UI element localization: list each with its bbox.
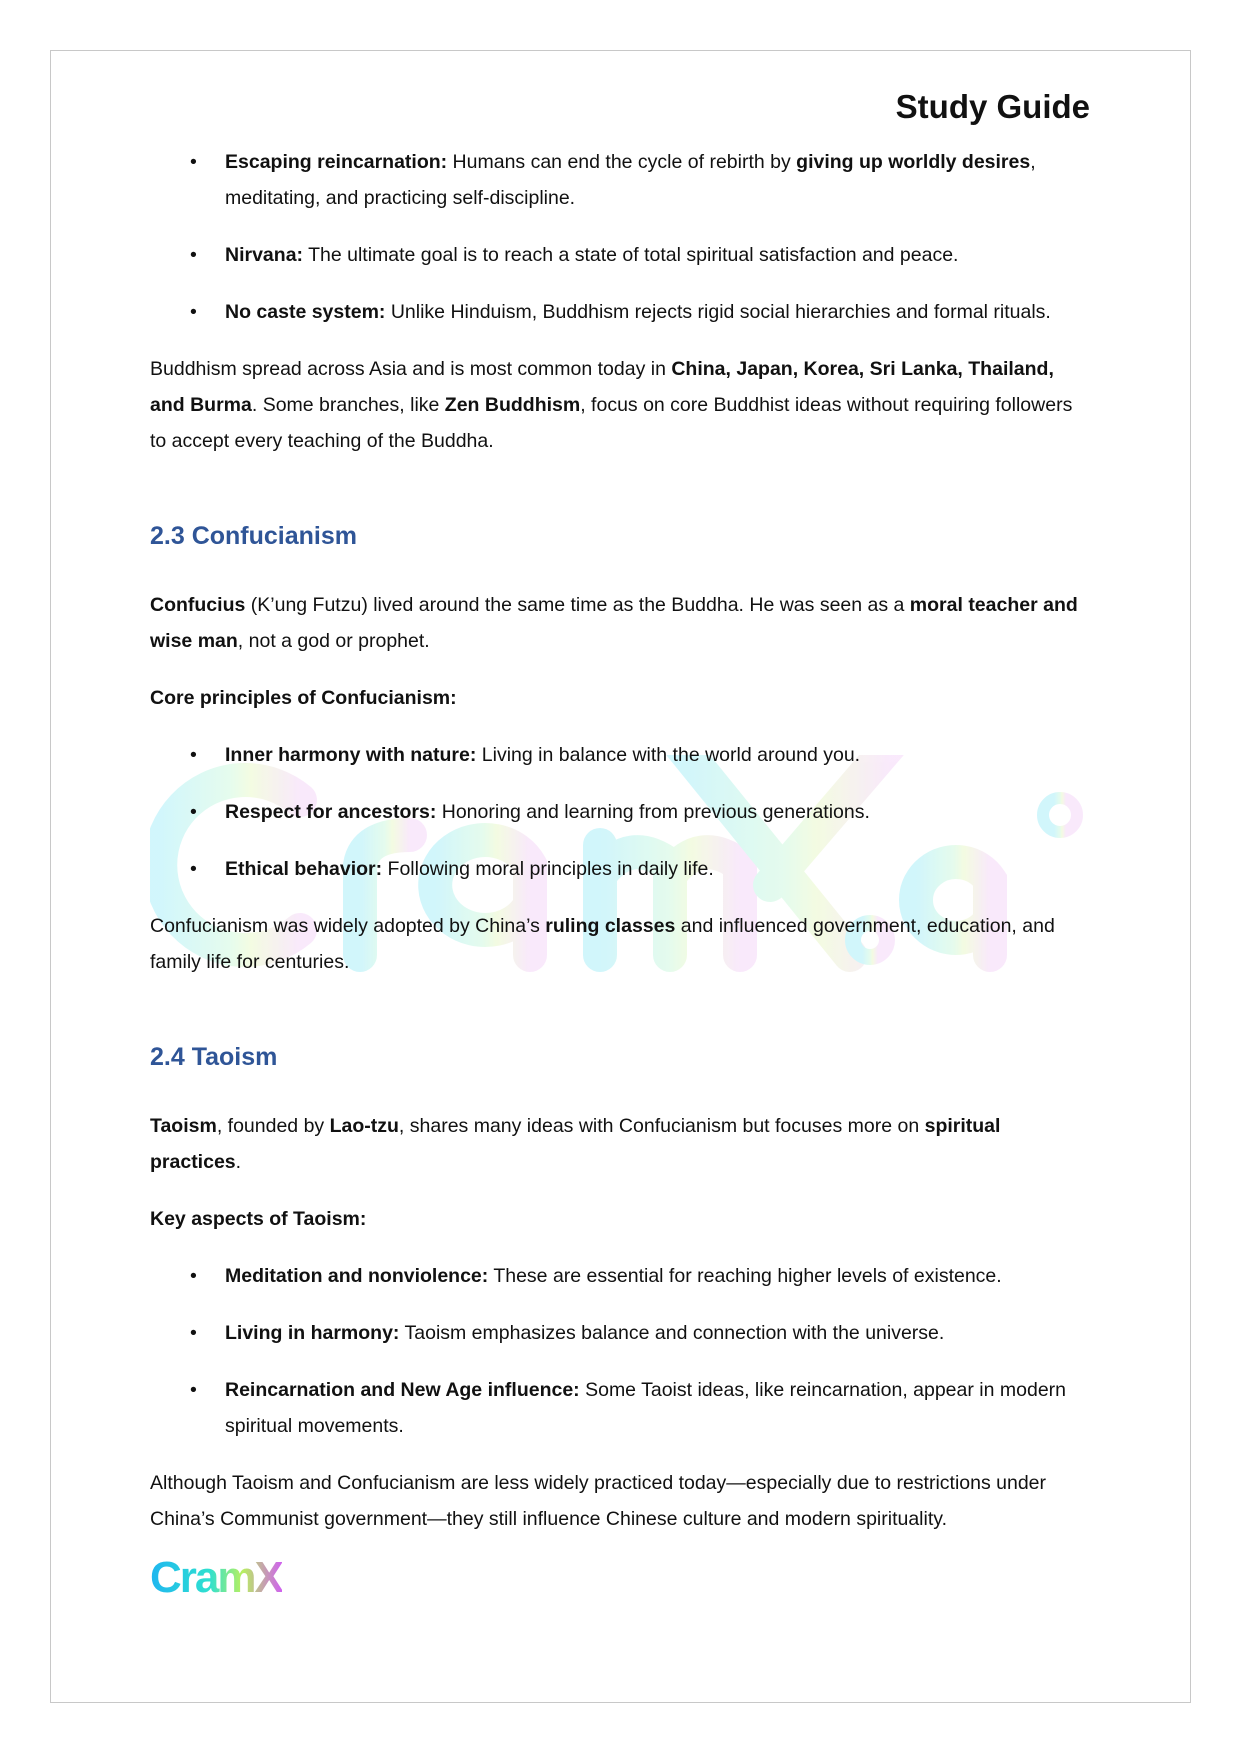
text: Living in balance with the world around you. — [476, 744, 861, 766]
bullet-icon: • — [190, 244, 197, 266]
text: Humans can end the cycle of rebirth by — [447, 151, 797, 173]
text: , not a god or prophet. — [237, 630, 430, 652]
bullet-icon: • — [190, 151, 197, 173]
bold-text: Living in harmony: — [225, 1322, 400, 1344]
list-item — [150, 1372, 1090, 1444]
section-heading: 2.4 Taoism — [150, 1043, 278, 1071]
text: . — [235, 1151, 242, 1173]
bold-text: giving up worldly desires — [796, 151, 1031, 173]
bold-text: Meditation and nonviolence: — [225, 1265, 489, 1287]
text: These are essential for reaching higher levels of existence. — [488, 1265, 1002, 1287]
bold-text: China, Japan, Korea, Sri Lanka, Thailand, and Burma — [150, 358, 1054, 416]
bold-text: moral teacher and wise man — [150, 594, 1078, 652]
text: Taoism emphasizes balance and connection with the universe. — [399, 1322, 945, 1344]
bold-text: Inner harmony with nature: — [225, 744, 477, 766]
subheading-text: Core principles of Confucianism: — [150, 687, 457, 709]
text: , meditating, and practicing self-discipline. — [225, 151, 1036, 209]
paragraph — [150, 587, 1090, 659]
text: Buddhism spread across Asia and is most common today in — [150, 358, 672, 380]
bold-text: Ethical behavior: — [225, 858, 383, 880]
text: (K’ung Futzu) lived around the same time as the Buddha. He was seen as a — [245, 594, 910, 616]
paragraph — [150, 1108, 1090, 1180]
text: Following moral principles in daily life. — [382, 858, 714, 880]
list-item-text — [225, 237, 1090, 273]
bullet-icon: • — [190, 801, 197, 823]
text: Although Taoism and Confucianism are less widely practiced today—especially due to restrictions under China’s Communist government—they still influence Chinese culture and modern spirituality. — [150, 1472, 1047, 1530]
list-item-text — [225, 1315, 1090, 1351]
list-item — [150, 294, 1090, 330]
paragraph — [150, 1465, 1090, 1537]
list-item-text — [225, 144, 1090, 216]
subheading — [150, 680, 1090, 716]
bold-text: Confucius — [150, 594, 246, 616]
list-item-text — [225, 737, 1090, 773]
bullet-icon: • — [190, 1265, 197, 1287]
bullet-icon: • — [190, 858, 197, 880]
text: and influenced government, education, and family life for centuries. — [150, 915, 1055, 973]
list-item-text — [225, 1258, 1090, 1294]
text: The ultimate goal is to reach a state of total spiritual satisfaction and peace. — [303, 244, 959, 266]
list-item — [150, 1315, 1090, 1351]
cramx-logo: CramX — [150, 1553, 282, 1602]
text: , founded by — [216, 1115, 330, 1137]
bullet-icon: • — [190, 1379, 197, 1401]
page-title: Study Guide — [895, 88, 1090, 125]
list-item — [150, 794, 1090, 830]
paragraph — [150, 351, 1090, 459]
subheading-text: Key aspects of Taoism: — [150, 1208, 367, 1230]
list-item-text — [225, 851, 1090, 887]
bold-text: No caste system: — [225, 301, 386, 323]
paragraph — [150, 908, 1090, 980]
text: Confucianism was widely adopted by China’s — [150, 915, 546, 937]
list-item — [150, 1258, 1090, 1294]
text: Some Taoist ideas, like reincarnation, appear in modern spiritual movements. — [225, 1379, 1067, 1437]
bold-text: spiritual practices — [150, 1115, 1001, 1173]
document-body — [150, 144, 1090, 1602]
subheading — [150, 1201, 1090, 1237]
list-item — [150, 144, 1090, 216]
bold-text: Nirvana: — [225, 244, 304, 266]
bold-text: Respect for ancestors: — [225, 801, 437, 823]
text: Unlike Hinduism, Buddhism rejects rigid social hierarchies and formal rituals. — [385, 301, 1051, 323]
section-heading: 2.3 Confucianism — [150, 522, 357, 550]
bold-text: Zen Buddhism — [444, 394, 581, 416]
list-item-text — [225, 1372, 1090, 1444]
list-item — [150, 737, 1090, 773]
list-item — [150, 851, 1090, 887]
list-item-text — [225, 794, 1090, 830]
list-item-text — [225, 294, 1090, 330]
text: Honoring and learning from previous generations. — [436, 801, 870, 823]
bullet-icon: • — [190, 744, 197, 766]
bold-text: Lao-tzu — [329, 1115, 399, 1137]
text: . Some branches, like — [251, 394, 445, 416]
bullet-icon: • — [190, 301, 197, 323]
list-item — [150, 237, 1090, 273]
bold-text: Taoism — [150, 1115, 217, 1137]
bold-text: Escaping reincarnation: — [225, 151, 448, 173]
text: , shares many ideas with Confucianism but focuses more on — [398, 1115, 925, 1137]
bold-text: ruling classes — [545, 915, 676, 937]
text: , focus on core Buddhist ideas without requiring followers to accept every teaching of the Buddha. — [150, 394, 1073, 452]
bold-text: Reincarnation and New Age influence: — [225, 1379, 580, 1401]
bullet-icon: • — [190, 1322, 197, 1344]
